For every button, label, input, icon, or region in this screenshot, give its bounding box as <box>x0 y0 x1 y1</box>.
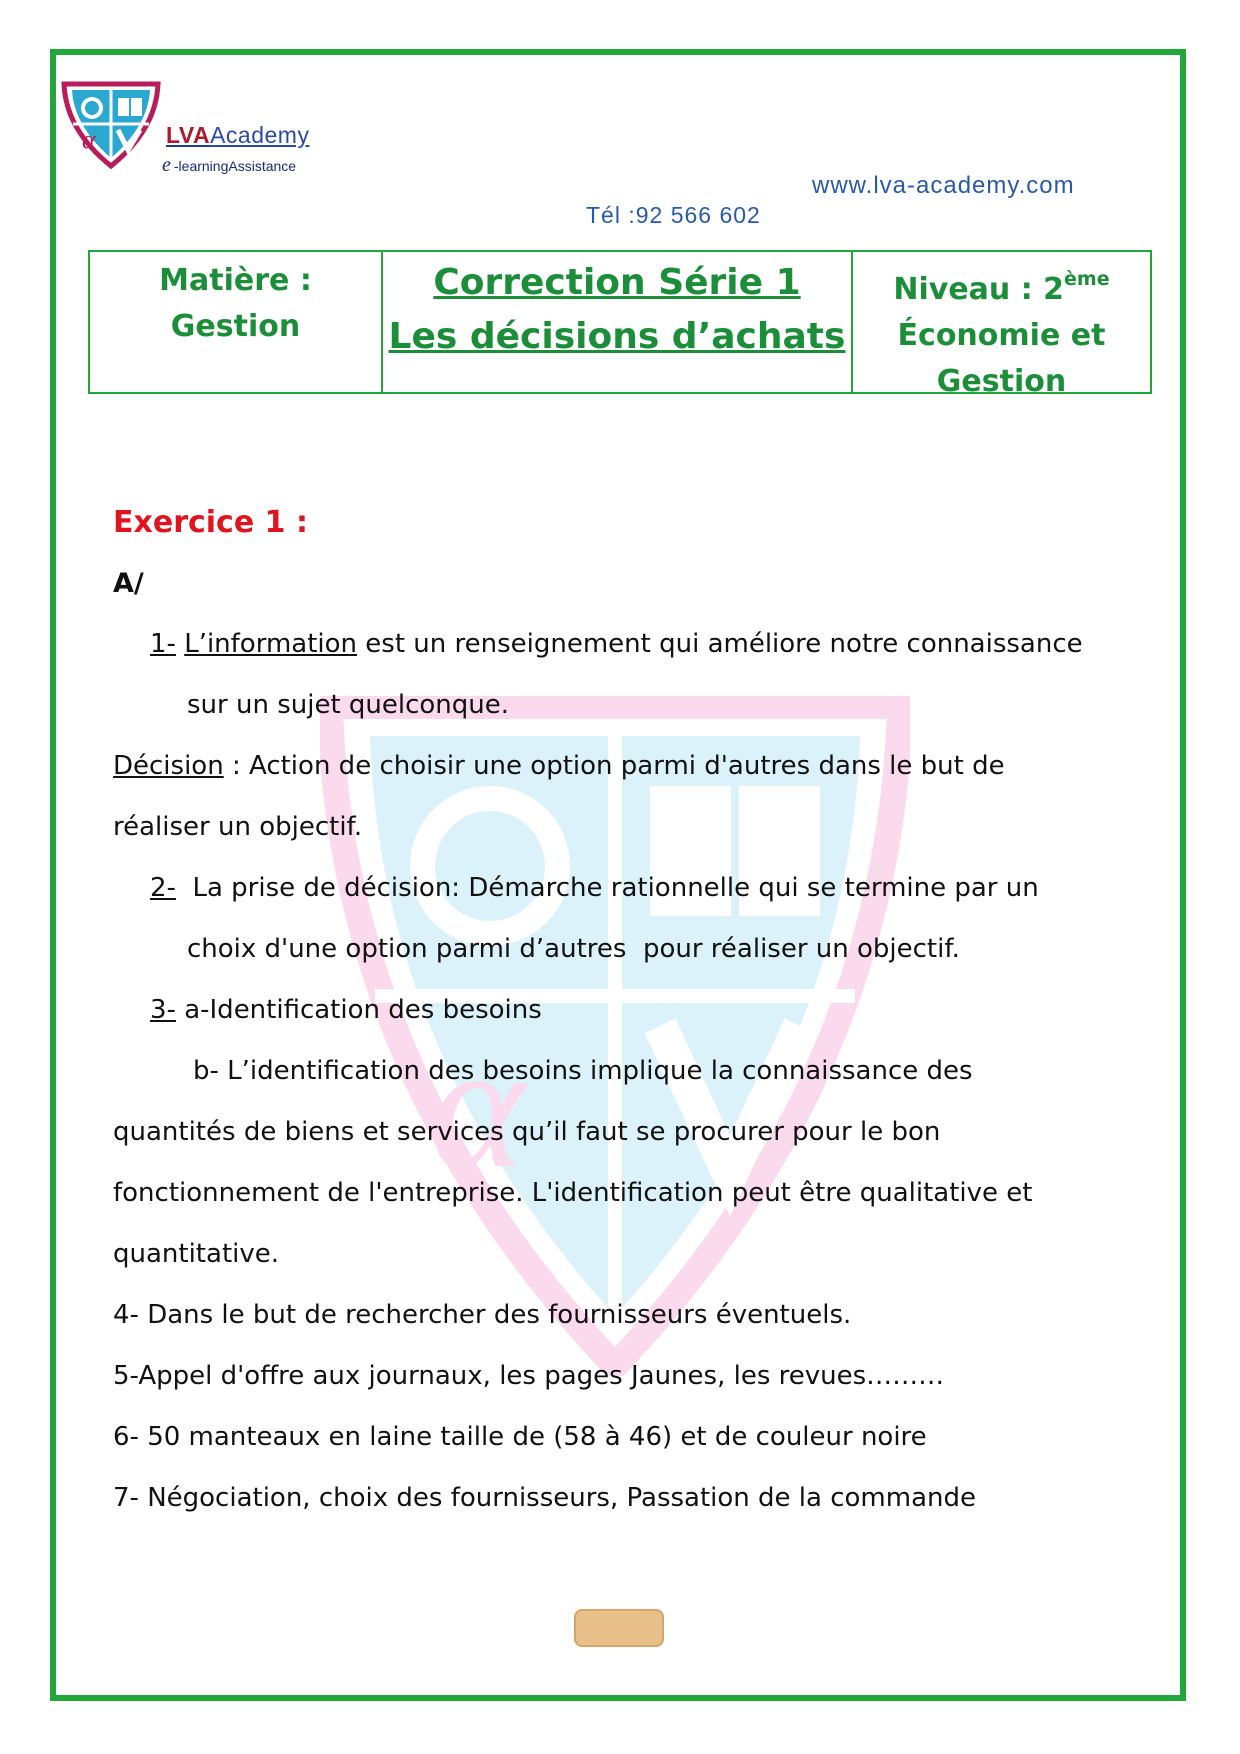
subject-value: Gestion <box>170 309 301 344</box>
item-1-continuation: sur un sujet quelconque. <box>187 690 510 720</box>
item-1-number: 1- <box>150 629 176 659</box>
level-cell <box>853 252 1150 399</box>
level-line-2: Économie et <box>897 318 1106 353</box>
phone-number: Tél :92 566 602 <box>586 202 761 228</box>
tagline-e: e <box>162 154 171 176</box>
decision-continuation: réaliser un objectif. <box>113 812 363 842</box>
svg-text:α: α <box>82 125 96 154</box>
item-3-text: a-Identification des besoins <box>175 995 542 1025</box>
item-3b-continuation-3: quantitative. <box>113 1239 280 1269</box>
item-2 <box>113 858 1153 919</box>
decision-term: Décision <box>113 751 224 781</box>
subject-cell <box>90 252 383 392</box>
item-2-text: La prise de décision: Démarche rationnelle qui se termine par un <box>175 873 1039 903</box>
exercise-heading: Exercice 1 : <box>113 505 308 540</box>
brand-tagline <box>162 154 296 177</box>
item-3-number: 3- <box>150 995 176 1025</box>
brand-name <box>166 122 309 149</box>
item-4: 4- Dans le but de rechercher des fournisseurs éventuels. <box>113 1300 852 1330</box>
info-table <box>88 250 1152 399</box>
level-prefix: Niveau : 2 <box>893 272 1065 307</box>
level-line-1 <box>853 256 1150 313</box>
brand-lva: LVA <box>166 122 211 148</box>
item-7: 7- Négociation, choix des fournisseurs, Passation de la commande <box>113 1483 976 1513</box>
item-2-number: 2- <box>150 873 176 903</box>
document-subtitle: Les décisions d’achats <box>388 316 846 357</box>
item-1-term: L’information <box>184 629 358 659</box>
exercise-content <box>113 492 1153 1529</box>
document-title: Correction Série 1 <box>433 262 801 303</box>
tagline-text: -learningAssistance <box>173 158 297 174</box>
item-1 <box>113 614 1153 675</box>
item-5: 5-Appel d'offre aux journaux, les pages Jaunes, les revues……… <box>113 1361 945 1391</box>
lva-academy-logo-icon <box>56 78 166 170</box>
item-3b-continuation-2: fonctionnement de l'entreprise. L'identification peut être qualitative et <box>113 1178 1033 1208</box>
decision-definition <box>113 736 1153 797</box>
title-cell <box>383 252 853 392</box>
svg-text:α: α <box>430 1006 525 1205</box>
brand-academy: Academy <box>210 122 310 148</box>
item-3b-continuation-1: quantités de biens et services qu’il faut se procurer pour le bon <box>113 1117 941 1147</box>
item-2-continuation: choix d'une option parmi d’autres pour réaliser un objectif. <box>187 934 960 964</box>
item-1-text: est un renseignement qui améliore notre connaissance <box>357 629 1083 659</box>
level-line-3: Gestion <box>936 364 1067 399</box>
website-url[interactable]: www.lva-academy.com <box>812 172 1075 199</box>
page-number-badge <box>574 1609 664 1647</box>
item-3 <box>113 980 1153 1041</box>
part-label: A/ <box>113 568 144 599</box>
item-3b: b- L’identification des besoins implique la connaissance des <box>193 1056 973 1086</box>
level-superscript: ème <box>1064 268 1110 290</box>
item-6: 6- 50 manteaux en laine taille de (58 à 46) et de couleur noire <box>113 1422 927 1452</box>
decision-text: : Action de choisir une option parmi d'autres dans le but de <box>223 751 1005 781</box>
subject-label: Matière : <box>159 263 312 298</box>
